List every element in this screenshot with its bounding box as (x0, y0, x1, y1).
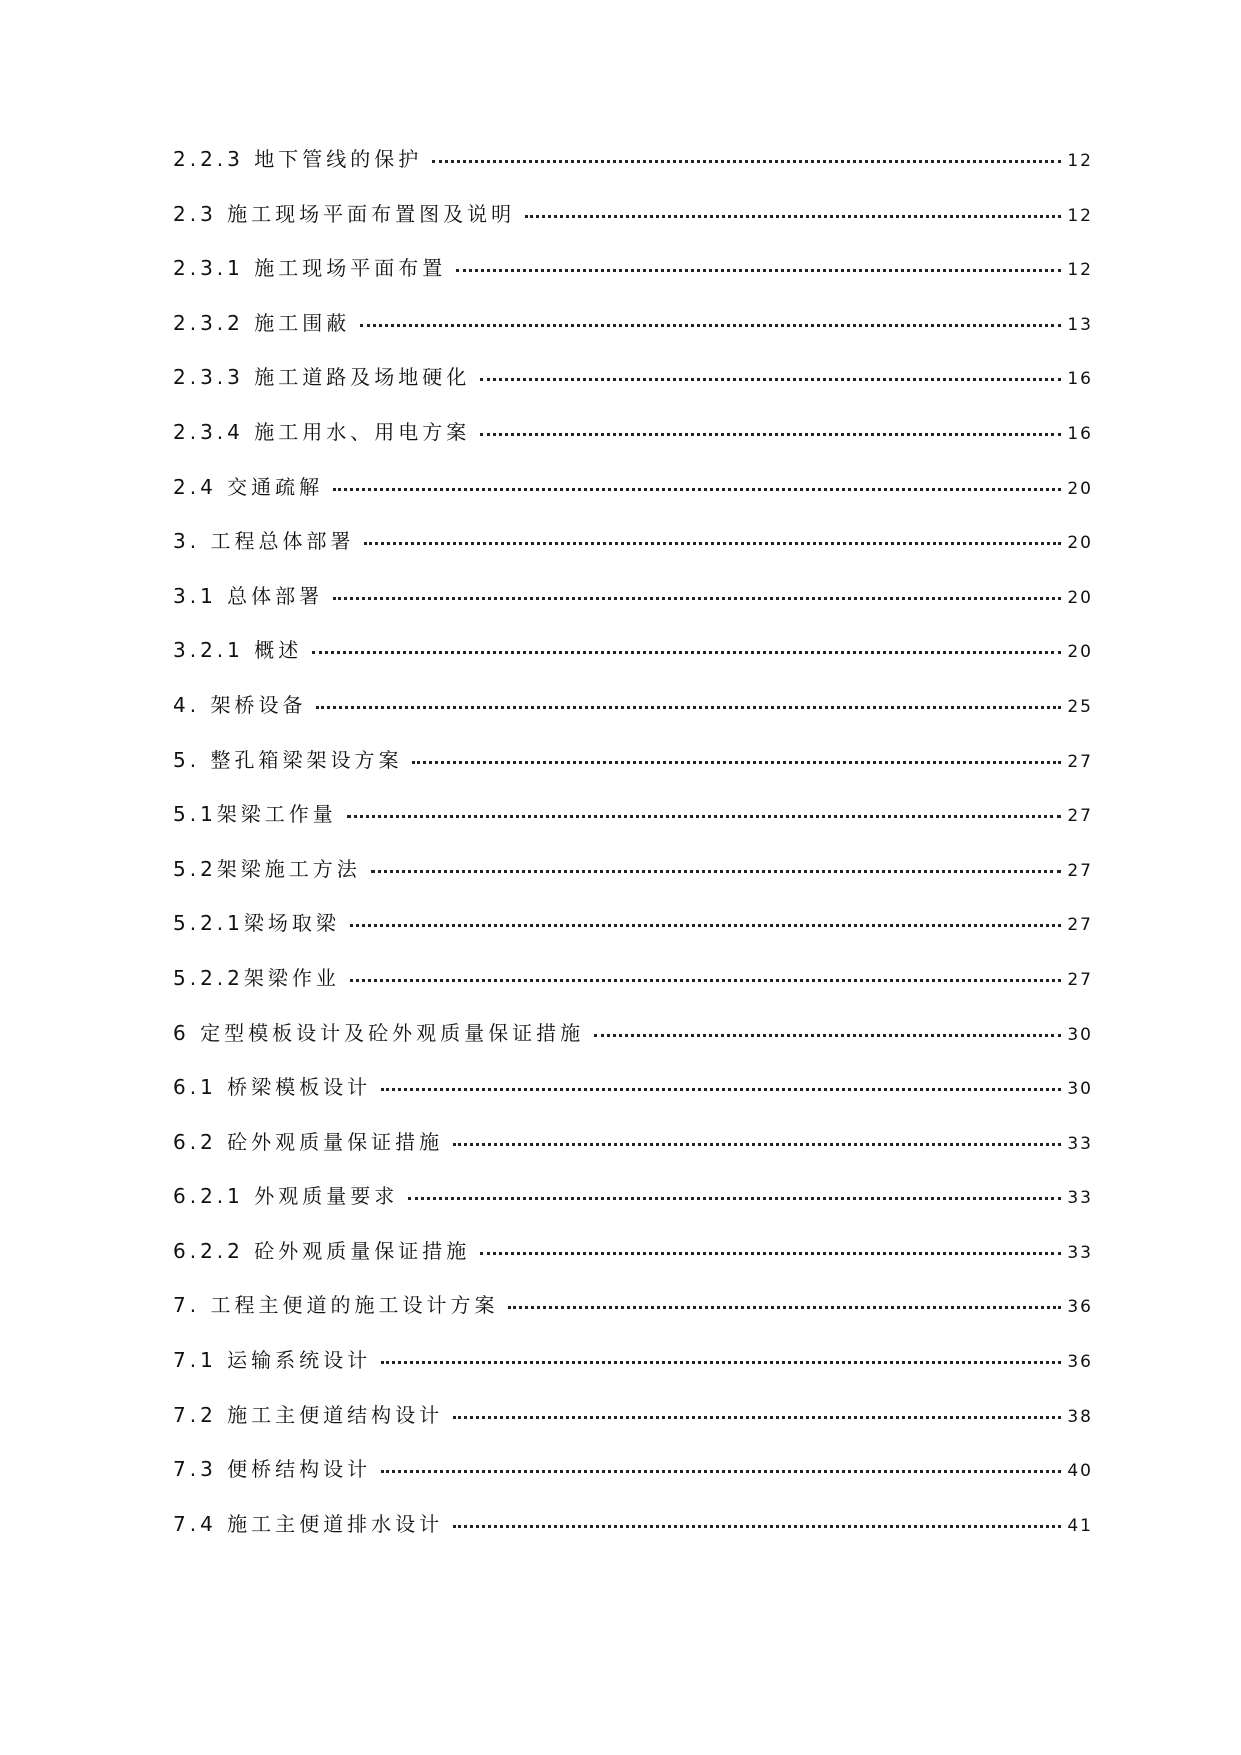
table-of-contents (173, 143, 1093, 1562)
toc-page-number: 12 (1067, 151, 1093, 171)
toc-entry-title: 5.1架梁工作量 (173, 802, 337, 827)
toc-entry-title: 5.2.2架梁作业 (173, 965, 340, 990)
toc-entry-title: 6.2.2 砼外观质量保证措施 (173, 1238, 471, 1263)
toc-page-number: 12 (1067, 205, 1093, 226)
toc-entry-title: 3. 工程总体部署 (173, 529, 355, 554)
toc-entry[interactable] (173, 1453, 1093, 1508)
toc-page-number: 20 (1067, 478, 1093, 499)
toc-entry[interactable] (173, 361, 1093, 416)
toc-entry[interactable] (173, 1017, 1093, 1072)
toc-entry[interactable] (173, 471, 1093, 526)
toc-entry[interactable] (173, 580, 1093, 635)
toc-entry-title: 3.2.1 概述 (173, 638, 303, 663)
toc-dot-leader (347, 801, 1062, 821)
toc-dot-leader (381, 1347, 1061, 1367)
toc-page-number: 16 (1067, 369, 1093, 390)
toc-entry-title: 2.3.1 施工现场平面布置 (173, 256, 447, 281)
toc-page-number: 12 (1067, 260, 1093, 281)
toc-entry[interactable] (173, 689, 1093, 744)
toc-entry[interactable] (173, 962, 1093, 1017)
toc-entry[interactable] (173, 1071, 1093, 1126)
toc-entry-title: 7.1 运输系统设计 (173, 1348, 372, 1373)
toc-entry-title: 2.4 交通疏解 (173, 474, 324, 499)
toc-entry-title: 7. 工程主便道的施工设计方案 (173, 1293, 499, 1318)
toc-entry[interactable] (173, 744, 1093, 799)
toc-page-number: 16 (1067, 423, 1093, 444)
toc-dot-leader (312, 637, 1061, 657)
toc-entry-title: 2.3.3 施工道路及场地硬化 (173, 365, 471, 390)
toc-entry[interactable] (173, 798, 1093, 853)
toc-dot-leader (480, 1238, 1061, 1258)
toc-entry[interactable] (173, 1399, 1093, 1454)
toc-dot-leader (432, 146, 1061, 166)
toc-dot-leader (525, 201, 1061, 221)
toc-dot-leader (350, 910, 1061, 930)
toc-page-number: 30 (1067, 1079, 1093, 1100)
toc-page-number: 27 (1067, 915, 1093, 936)
toc-entry-title: 7.2 施工主便道结构设计 (173, 1402, 444, 1427)
toc-dot-leader (371, 856, 1062, 876)
toc-entry-title: 2.3.2 施工围蔽 (173, 310, 351, 335)
toc-entry[interactable] (173, 252, 1093, 307)
toc-dot-leader (453, 1129, 1061, 1149)
toc-entry-title: 5.2.1梁场取梁 (173, 911, 340, 936)
toc-page-number: 40 (1067, 1461, 1093, 1482)
toc-entry[interactable] (173, 853, 1093, 908)
toc-page-number: 27 (1067, 751, 1093, 772)
toc-entry-title: 6.1 桥梁模板设计 (173, 1075, 372, 1100)
toc-entry-title: 2.2.3 地下管线的保护 (173, 147, 423, 171)
toc-dot-leader (381, 1456, 1061, 1476)
toc-page-number: 41 (1067, 1515, 1093, 1536)
toc-page-number: 13 (1067, 314, 1093, 335)
toc-entry-title: 7.3 便桥结构设计 (173, 1457, 372, 1482)
toc-entry-title: 5. 整孔箱梁架设方案 (173, 747, 403, 772)
toc-dot-leader (408, 1183, 1061, 1203)
toc-dot-leader (508, 1292, 1061, 1312)
toc-page-number: 27 (1067, 969, 1093, 990)
toc-dot-leader (364, 528, 1061, 548)
toc-page-number: 36 (1067, 1297, 1093, 1318)
toc-entry[interactable] (173, 634, 1093, 689)
toc-dot-leader (456, 255, 1061, 275)
toc-entry[interactable] (173, 307, 1093, 362)
toc-page-number: 27 (1067, 860, 1093, 881)
toc-entry[interactable] (173, 1126, 1093, 1181)
toc-page-number: 20 (1067, 587, 1093, 608)
toc-entry-title: 7.4 施工主便道排水设计 (173, 1511, 444, 1536)
toc-entry[interactable] (173, 416, 1093, 471)
toc-entry-title: 2.3.4 施工用水、用电方案 (173, 419, 471, 444)
toc-entry-title: 5.2架梁施工方法 (173, 856, 361, 881)
toc-entry-title: 6.2 砼外观质量保证措施 (173, 1129, 444, 1154)
toc-entry[interactable] (173, 525, 1093, 580)
toc-entry[interactable] (173, 1508, 1093, 1563)
toc-page-number: 20 (1067, 533, 1093, 554)
toc-page-number: 33 (1067, 1133, 1093, 1154)
toc-entry-title: 4. 架桥设备 (173, 692, 307, 717)
toc-dot-leader (333, 583, 1061, 603)
toc-entry[interactable] (173, 1344, 1093, 1399)
toc-entry-title: 3.1 总体部署 (173, 583, 324, 608)
toc-entry[interactable] (173, 1289, 1093, 1344)
toc-dot-leader (453, 1402, 1061, 1422)
toc-dot-leader (453, 1511, 1061, 1531)
toc-dot-leader (381, 1074, 1061, 1094)
toc-page-number: 25 (1067, 696, 1093, 717)
toc-entry[interactable] (173, 907, 1093, 962)
toc-page-number: 38 (1067, 1406, 1093, 1427)
toc-entry-title: 2.3 施工现场平面布置图及说明 (173, 201, 516, 226)
toc-entry-title: 6 定型模板设计及砼外观质量保证措施 (173, 1020, 585, 1045)
toc-page-number: 33 (1067, 1188, 1093, 1209)
toc-dot-leader (480, 364, 1061, 384)
toc-dot-leader (360, 310, 1061, 330)
toc-entry-title: 6.2.1 外观质量要求 (173, 1184, 399, 1209)
toc-entry[interactable] (173, 143, 1093, 198)
toc-entry[interactable] (173, 198, 1093, 253)
toc-page-number: 27 (1067, 806, 1093, 827)
toc-dot-leader (412, 747, 1061, 767)
toc-entry[interactable] (173, 1180, 1093, 1235)
toc-dot-leader (350, 965, 1061, 985)
toc-dot-leader (594, 1020, 1061, 1040)
toc-page-number: 33 (1067, 1242, 1093, 1263)
toc-entry[interactable] (173, 1235, 1093, 1290)
toc-dot-leader (333, 474, 1061, 494)
toc-dot-leader (316, 692, 1061, 712)
toc-page-number: 30 (1067, 1024, 1093, 1045)
toc-dot-leader (480, 419, 1061, 439)
toc-page-number: 36 (1067, 1352, 1093, 1373)
toc-page-number: 20 (1067, 642, 1093, 663)
